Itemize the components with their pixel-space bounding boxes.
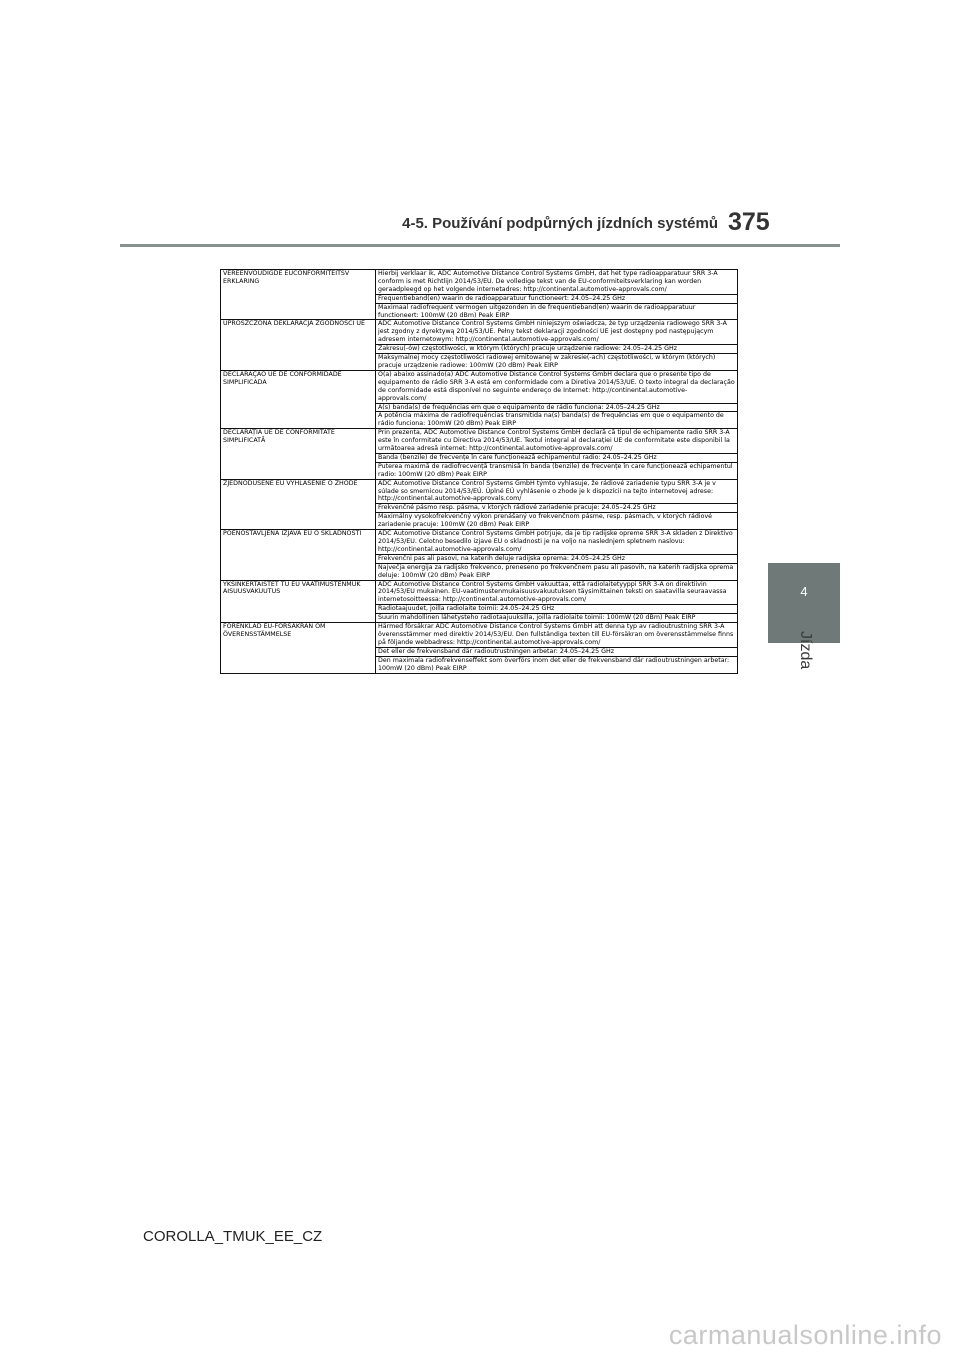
header-divider xyxy=(120,244,840,247)
table-row xyxy=(221,530,738,580)
declaration-text xyxy=(376,623,738,673)
declaration-segment: A potência máxima de radiofrequências transmitida na(s) banda(s) de frequências em que o equipamento de rádio funciona: 100mW (20 dBm) Peak EIRP xyxy=(378,412,724,428)
declaration-segment: A(s) banda(s) de frequências em que o equipamento de rádio funciona: 24.05–24.25 GHz xyxy=(376,404,737,413)
declaration-text xyxy=(376,370,738,428)
declaration-text xyxy=(376,429,738,479)
watermark: carmanualsonline.info xyxy=(668,1320,942,1350)
declaration-segment: Prin prezenta, ADC Automotive Distance Control Systems GmbH declară că tipul de echipamente radio SRR 3-A este în conformitate cu Directiva 2014/53/UE. Textul integral al declarației UE de conformitate este disponibil la următoarea adresă internet: http://continental.automotive-approvals.com/ xyxy=(376,429,737,454)
declaration-text xyxy=(376,580,738,623)
declaration-segment: Frequentieband(en) waarin de radioapparatuur functioneert: 24.05–24.25 GHz xyxy=(376,295,737,304)
declaration-title: POENOSTAVLJENA IZJAVA EU O SKLADNOSTI xyxy=(221,530,376,580)
declaration-text xyxy=(376,270,738,320)
declaration-segment: Hierbij verklaar ik, ADC Automotive Distance Control Systems GmbH, dat het type radioapparatuur SRR 3-A conform is met Richtlijn 2014/53/EU. De volledige tekst van de EU-conformiteitsverklaring kan worden geraadpleegd op het volgende internetadres: http://continental.automotive-approvals.com/ xyxy=(376,270,737,295)
declaration-segment: Den maximala radiofrekvenseffekt som överförs inom det eller de frekvensband där radioutrustningen arbetar: 100mW (20 dBm) Peak EIRP xyxy=(378,656,730,672)
chapter-number: 4 xyxy=(800,584,808,599)
table-row xyxy=(221,623,738,673)
table-row xyxy=(221,370,738,428)
declaration-segment: Banda (benzile) de frecvențe în care funcționează echipamentul radio: 24.05–24.25 GHz xyxy=(376,454,737,463)
declaration-title: ZJEDNODUŠENÉ EÚ VYHLÁSENIE O ZHODE xyxy=(221,479,376,529)
declaration-title: DECLARAȚIA UE DE CONFORMITATE SIMPLIFICATĂ xyxy=(221,429,376,479)
declaration-title: UPROSZCZONA DEKLARACJA ZGODNOŚCI UE xyxy=(221,320,376,370)
table-row xyxy=(221,479,738,529)
declaration-title: YKSINKERTAISTET TU EU VAATIMUSTENMUK AISUUSVAKUUTUS xyxy=(221,580,376,623)
table-row xyxy=(221,270,738,320)
declaration-segment: Zakresu(-ów) częstotliwości, w którym (których) pracuje urządzenie radiowe: 24.05–24.25 GHz xyxy=(376,345,737,354)
declaration-segment: O(a) abaixo assinado(a) ADC Automotive Distance Control Systems GmbH declara que o presente tipo de equipamento de rádio SRR 3-A está em conformidade com a Diretiva 2014/53/UE. O texto integral da declaração de conformidade está disponível no seguinte endereço de Internet: http://continental.automotive-approvals.com/ xyxy=(376,371,737,404)
declaration-segment: ADC Automotive Distance Control Systems GmbH vakuuttaa, että radiolaitetyyppi SRR 3-A on direktiivin 2014/53/EU mukainen. EU-vaatimustenmukaisuusvakuutuksen täysimittainen teksti on saatavilla seuraavassa internetosoitteessa: http://continental.automotive-approvals.com/ xyxy=(376,581,737,606)
declaration-segment: Maximálny vysokofrekvenčný výkon prenášaný vo frekvenčnom pásme, resp. pásmach, v ktorých rádiové zariadenie pracuje: 100mW (20 dBm) Peak EIRP xyxy=(378,513,713,529)
document-code: COROLLA_TMUK_EE_CZ xyxy=(143,1228,323,1245)
declaration-text xyxy=(376,530,738,580)
declaration-segment: Maximaal radiofrequent vermogen uitgezonden in de frequentieband(en) waarin de radioapparatuur functioneert: 100mW (20 dBm) Peak EIRP xyxy=(378,303,696,319)
section-title: 4-5. Používání podpůrných jízdních systémů xyxy=(402,215,718,232)
declaration-segment: Frekvenčné pásmo resp. pásma, v ktorých rádiové zariadenie pracuje: 24.05–24.25 GHz xyxy=(376,504,737,513)
table-row xyxy=(221,429,738,479)
declaration-segment: Härmed försäkrar ADC Automotive Distance Control Systems GmbH att denna typ av radioutrustning SRR 3-A överensstämmer med direktiv 2014/53/EU. Den fullständiga texten till EU-försäkran om överensstämmelse finns på följande webbadress: http://continental.automotive-approvals.com/ xyxy=(376,623,737,648)
declaration-segment: Maksymalnej mocy częstotliwości radiowej emitowanej w zakresie(-ach) częstotliwości, w którym (których) pracuje urządzenie radiowe: 100mW (20 dBm) Peak EIRP xyxy=(378,354,716,369)
declaration-text xyxy=(376,320,738,370)
declaration-text xyxy=(376,479,738,529)
declaration-segment: ADC Automotive Distance Control Systems GmbH potrjuje, da je tip radijske opreme SRR 3-A skladen z Direktivo 2014/53/EU. Celotno besedilo izjave EU o skladnosti je na voljo na naslednjem spletnem naslovu: http://continental.automotive-approvals.com/ xyxy=(376,530,737,555)
declaration-segment: ADC Automotive Distance Control Systems GmbH niniejszym oświadcza, że typ urządzenia radiowego SRR 3-A jest zgodny z dyrektywą 2014/53/UE. Pełny tekst deklaracji zgodności UE jest dostępny pod następującym adresem internetowym: http://continental.automotive-approvals.com/ xyxy=(376,320,737,345)
declaration-segment: Največja energija za radijsko frekvenco, preneseno po frekvenčnem pasu ali pasovih, na katerih radijska oprema deluje: 100mW (20 dBm) Peak EIRP xyxy=(378,563,734,579)
declaration-title: FÖRENKLAD EU-FÖRSÄKRAN OM ÖVERENSSTÄMMELSE xyxy=(221,623,376,673)
declaration-segment: Puterea maximă de radiofrecvență transmisă în banda (benzile) de frecvențe în care funcționează echipamentul radio: 100mW (20 dBm) Peak EIRP xyxy=(378,462,733,478)
declaration-segment: Frekvenčni pas ali pasovi, na katerih deluje radijska oprema: 24.05–24.25 GHz xyxy=(376,555,737,564)
conformity-table xyxy=(220,269,738,674)
chapter-label: Jízda xyxy=(797,630,814,670)
declaration-segment: Radiotaajuudet, joilla radiolaite toimii: 24.05–24.25 GHz xyxy=(376,605,737,614)
declaration-segment: ADC Automotive Distance Control Systems GmbH týmto vyhlasuje, že rádiové zariadenie typu SRR 3-A je v súlade so smernicou 2014/53/EÚ. Úplné EÚ vyhlásenie o zhode je k dispozícii na tejto internetovej adrese: http://continental.automotive-approvals.com/ xyxy=(376,480,737,505)
table-row xyxy=(221,320,738,370)
declaration-segment: Det eller de frekvensband där radioutrustningen arbetar: 24.05–24.25 GHz xyxy=(376,648,737,657)
table-row xyxy=(221,580,738,623)
declaration-segment: Suurin mahdollinen lähetysteho radiotaajuuksilla, joilla radiolaite toimii: 100mW (20 dBm) Peak EIRP xyxy=(378,614,696,622)
declaration-title: DECLARAÇÃO UE DE CONFORMIDADE SIMPLIFICADA xyxy=(221,370,376,428)
page-number: 375 xyxy=(728,208,770,236)
declaration-title: VEREENVOUDIGDE EUCONFORMITEITSV ERKLARING xyxy=(221,270,376,320)
